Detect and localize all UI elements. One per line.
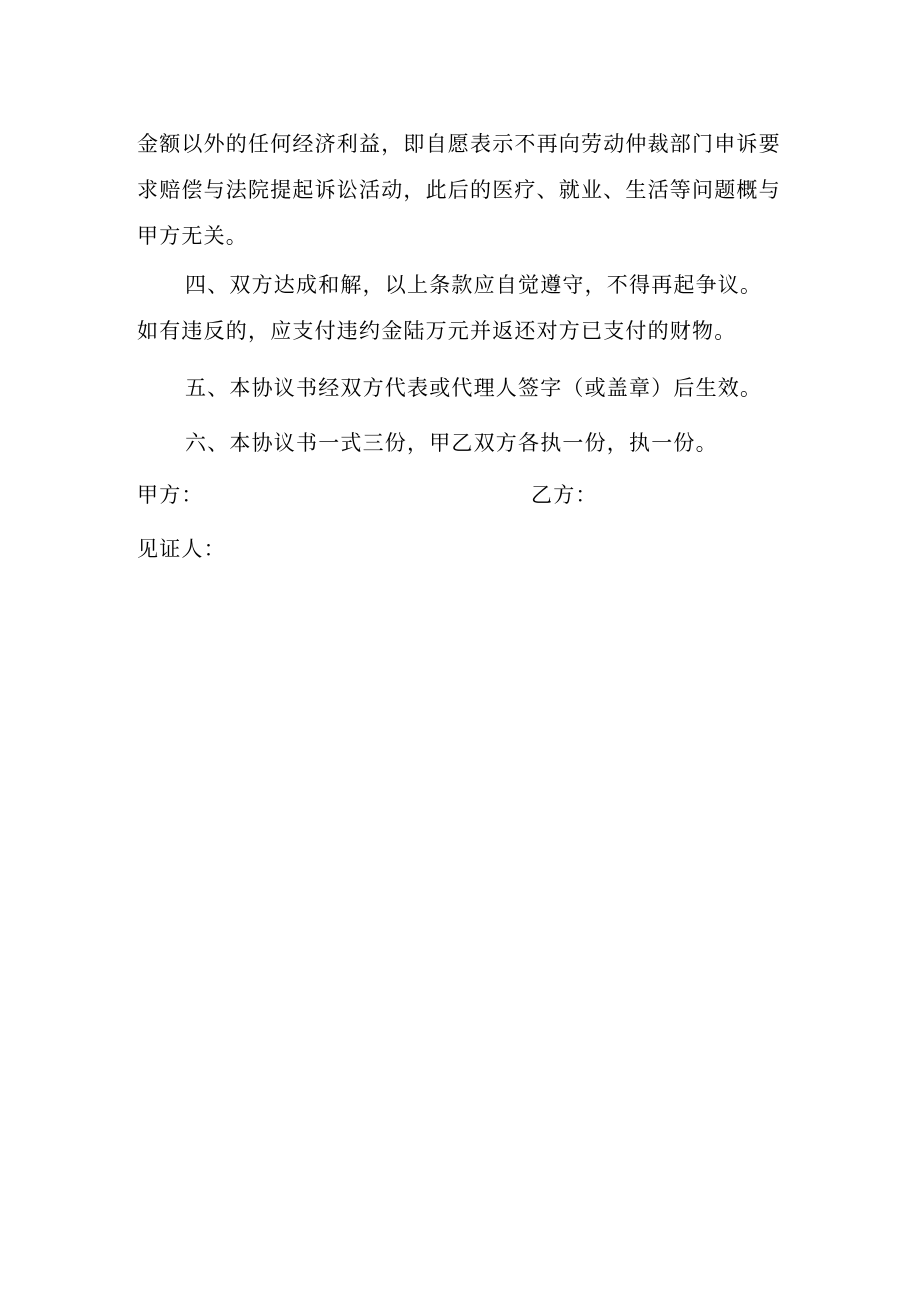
paragraph-clause-four: 四、双方达成和解，以上条款应自觉遵守，不得再起争议。如有违反的，应支付违约金陆万元并返还对方已支付的财物。 (137, 273, 763, 343)
witness-signature-label: 见证人： (137, 537, 226, 561)
party-a-signature-label: 甲方： (137, 483, 204, 507)
paragraph-continuation: 金额以外的任何经济利益，即自愿表示不再向劳动仲裁部门申诉要求赔偿与法院提起诉讼活动，此后的医疗、就业、生活等问题概与甲方无关。 (137, 132, 781, 248)
paragraph-clause-six: 六、本协议书一式三份，甲乙双方各执一份，执一份。 (185, 431, 718, 455)
party-b-signature-label: 乙方： (531, 483, 598, 507)
paragraph-clause-five: 五、本协议书经双方代表或代理人签字（或盖章）后生效。 (185, 376, 763, 400)
